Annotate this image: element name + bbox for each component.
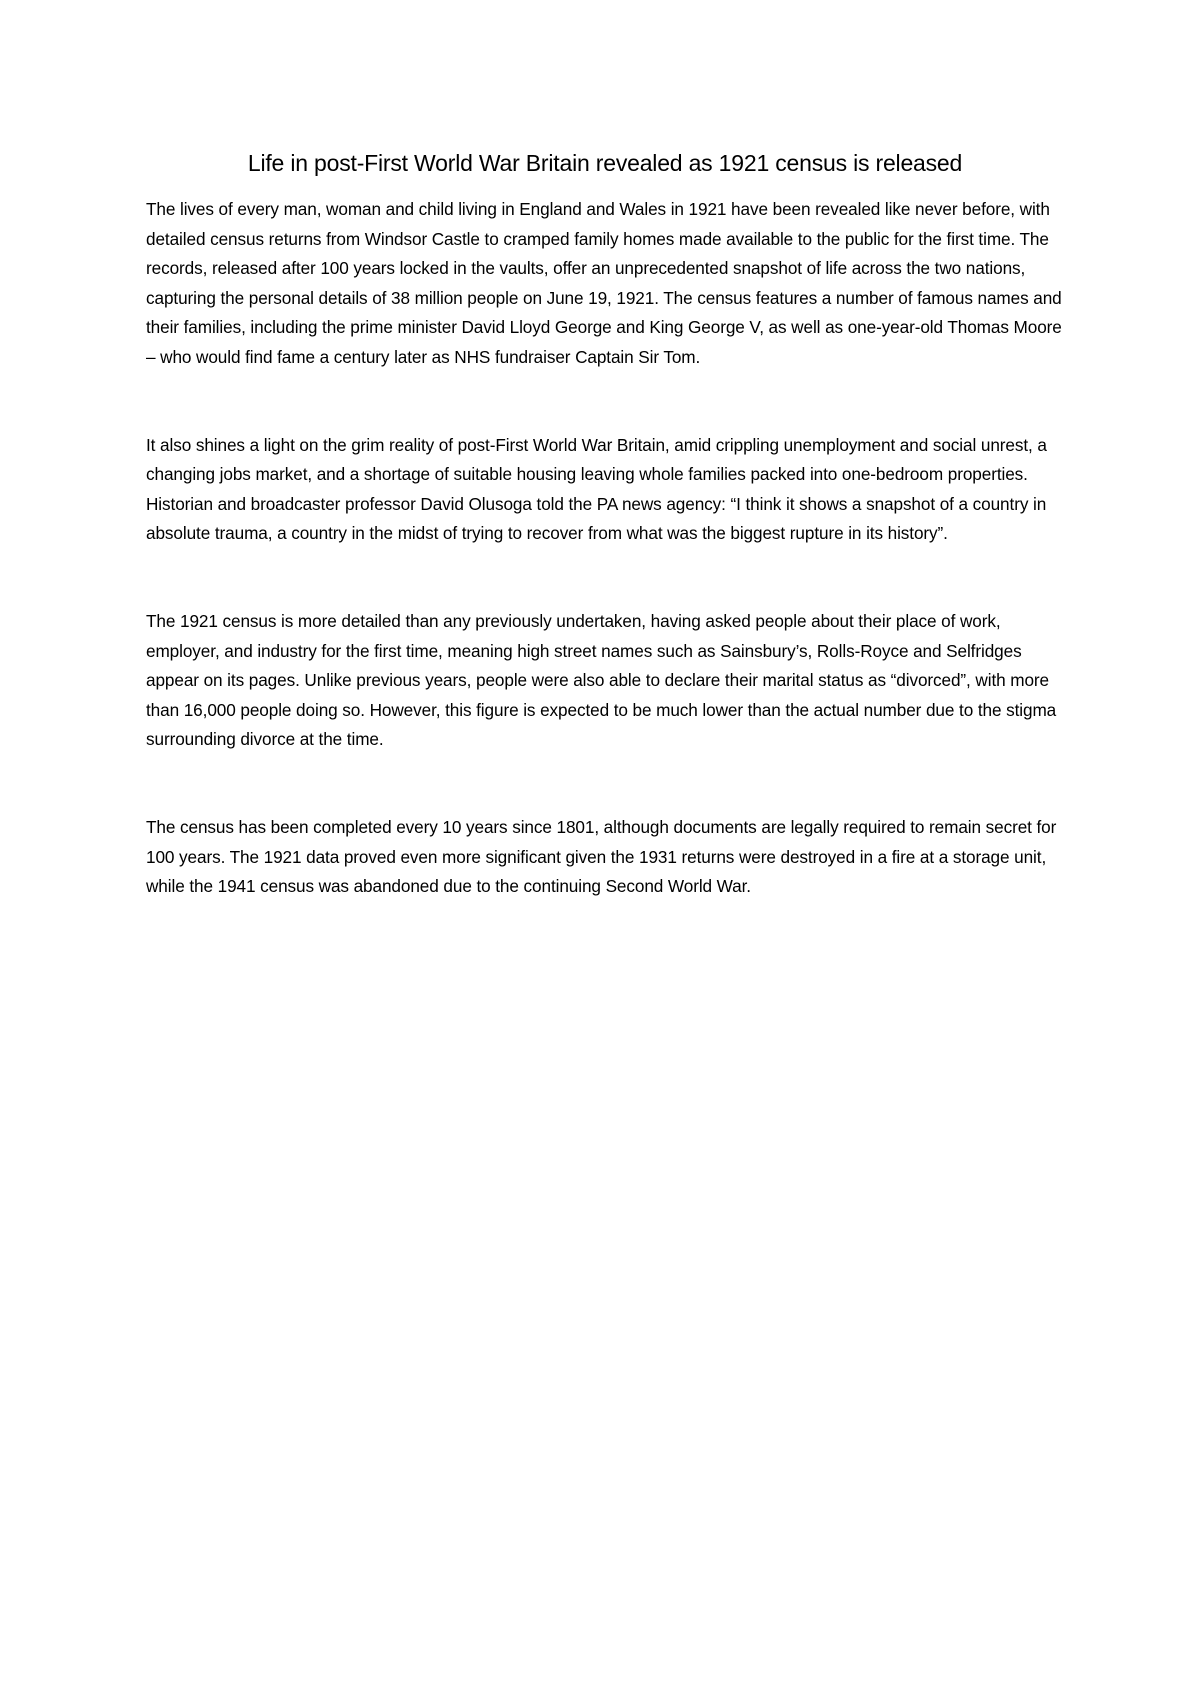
paragraph-2: It also shines a light on the grim reality of post-First World War Britain, amid crippling unemployment and social unrest, a changing jobs market, and a shortage of suitable housing leaving whole families packed into one-bedroom properties. Historian and broadcaster professor David Olusoga told the PA news agency: “I think it shows a snapshot of a country in absolute trauma, a country in the midst of trying to recover from what was the biggest rupture in its history”.: [146, 434, 1047, 544]
paragraph-3: The 1921 census is more detailed than any previously undertaken, having asked people about their place of work, employer, and industry for the first time, meaning high street names such as Sainsbury’s, Rolls-Royce and Selfridges appear on its pages. Unlike previous years, people were also able to declare their marital status as “divorced”, with more than 16,000 people doing so. However, this figure is expected to be much lower than the actual number due to the stigma surrounding divorce at the time.: [146, 610, 1057, 750]
paragraph-4: The census has been completed every 10 years since 1801, although documents are legally required to remain secret for 100 years. The 1921 data proved even more significant given the 1931 returns were destroyed in a fire at a storage unit, while the 1941 census was abandoned due to the continuing Second World War.: [146, 816, 1057, 897]
paragraph-1: The lives of every man, woman and child living in England and Wales in 1921 have been revealed like never before, with detailed census returns from Windsor Castle to cramped family homes made available to the public for the first time. The records, released after 100 years locked in the vaults, offer an unprecedented snapshot of life across the two nations, capturing the personal details of 38 million people on June 19, 1921. The census features a number of famous names and their families, including the prime minister David Lloyd George and King George V, as well as one-year-old Thomas Moore – who would find fame a century later as NHS fundraiser Captain Sir Tom.: [146, 199, 1062, 367]
document-title: Life in post-First World War Britain revealed as 1921 census is released: [247, 150, 963, 176]
document-body: [146, 145, 1064, 902]
